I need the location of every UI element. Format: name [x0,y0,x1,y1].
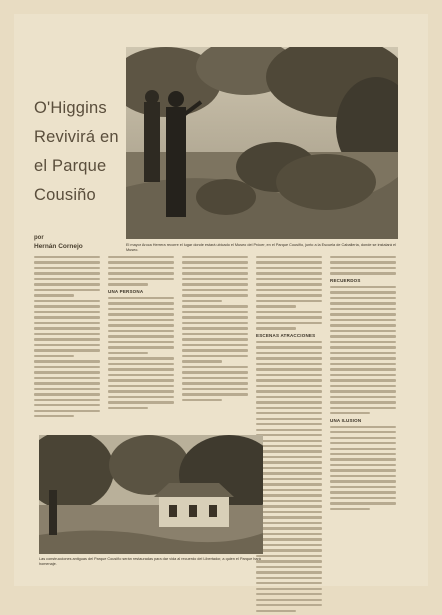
bottom-photo [39,435,263,554]
headline-line-3: el Parque [34,157,107,175]
headline [34,94,120,210]
subhead-col5b: UNA ILUSION [330,417,362,423]
column-2 [108,256,174,412]
bottom-photo-image [39,435,263,554]
column-3 [182,256,248,404]
column-1 [34,256,100,421]
headline-line-2: Revivirá en [34,128,119,146]
subhead-col2: UNA PERSONA [108,288,144,294]
headline-line-4: Cousiño [34,186,96,204]
top-photo [126,47,398,239]
top-photo-caption: El mayor Aroca Herrera recorre el lugar donde estará ubicado el Museo del Prócer, en el Parque Cousiño, junto a la Escuela de Caballería, donde se instalará el Museo. [126,243,396,252]
headline-line-1: O'Higgins [34,99,107,117]
column-4 [256,256,322,615]
column-5 [330,256,396,513]
newspaper-page [14,14,428,586]
byline-author: Hernán Cornejo [34,243,83,250]
top-photo-image [126,47,398,239]
subhead-col4: ESCENAS ATRACCIONES [256,332,316,338]
bottom-photo-caption: Las construcciones antiguas del Parque Cousiño serán restauradas para dar vida al recuerdo del Libertador, a quien el Parque hará homenaje. [39,557,261,566]
subhead-col5a: RECUERDOS [330,277,361,283]
byline-prefix: por [34,235,44,241]
